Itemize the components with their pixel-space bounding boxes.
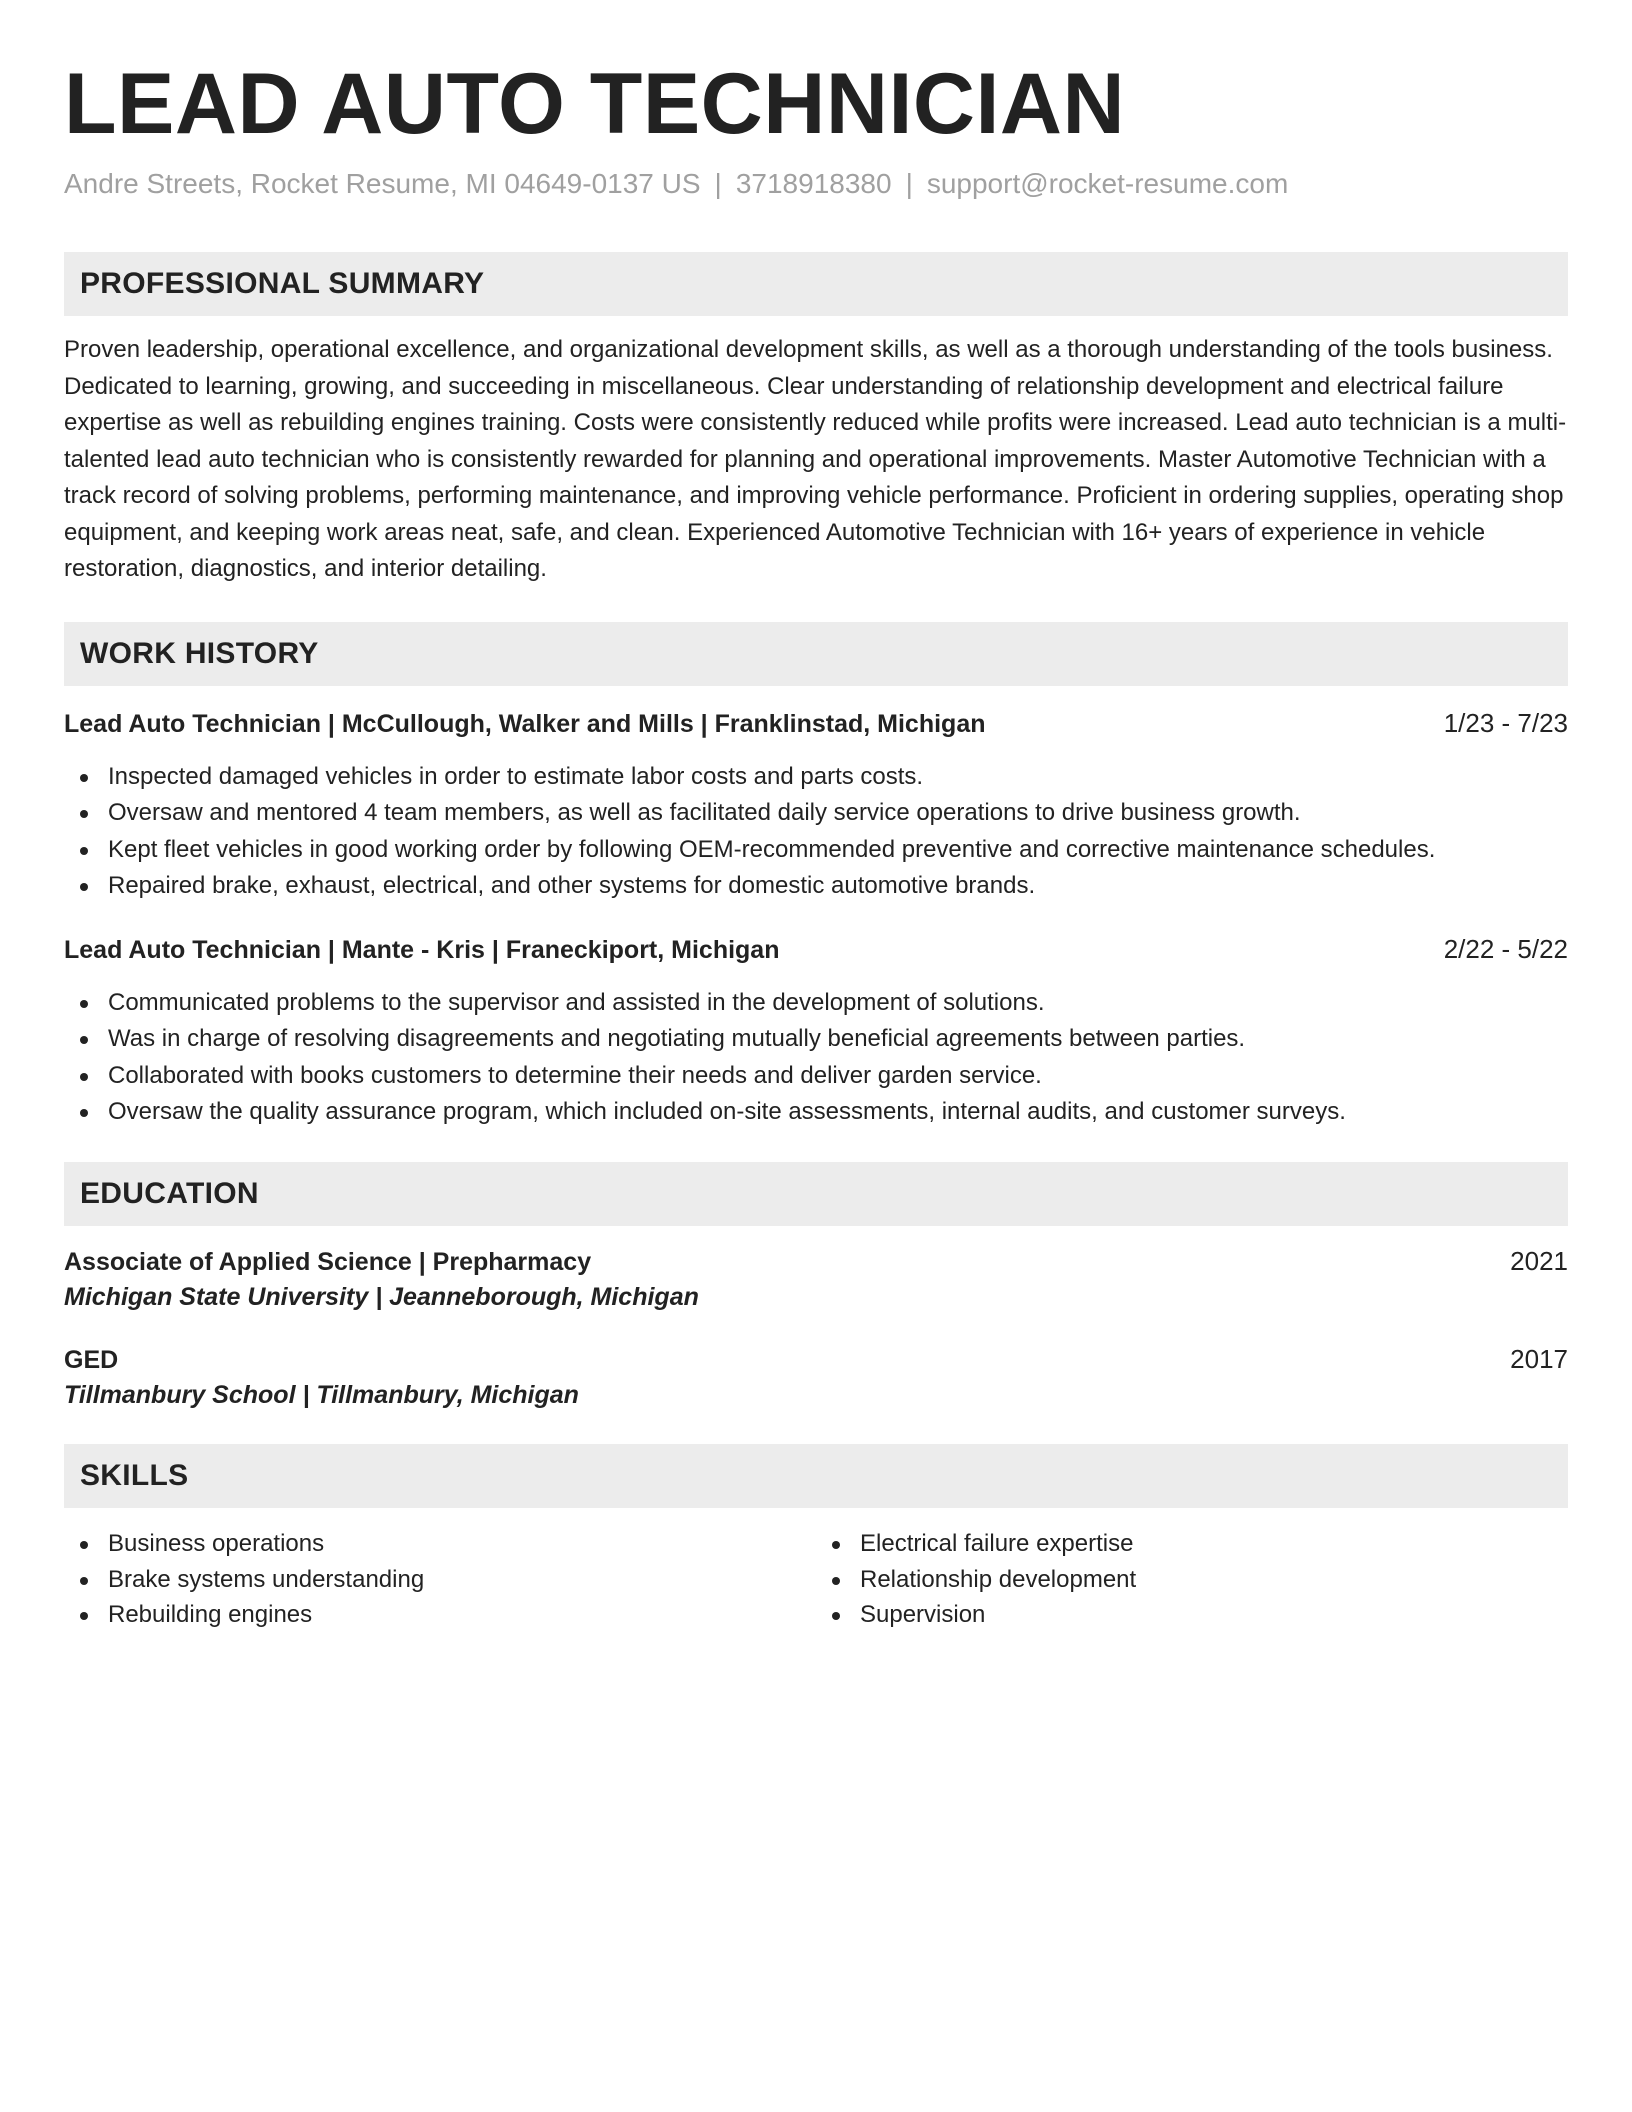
list-item: Repaired brake, exhaust, electrical, and other systems for domestic automotive brands. [64, 868, 1568, 904]
section-header-education [64, 1162, 1568, 1226]
skill-item: Rebuilding engines [64, 1597, 816, 1633]
contact-address: Andre Streets, Rocket Resume, MI 04649-0137 US [64, 167, 701, 199]
section-title: WORK HISTORY [80, 636, 319, 670]
job-header [64, 708, 1568, 739]
education-year: 2017 [1510, 1344, 1568, 1375]
skills-column-left [64, 1526, 816, 1633]
job-title: Lead Auto Technician | Mante - Kris | Franeckiport, Michigan [64, 936, 780, 965]
job-entry [64, 708, 1568, 904]
education-entry [64, 1344, 1568, 1410]
section-title: PROFESSIONAL SUMMARY [80, 267, 485, 301]
skill-item: Business operations [64, 1526, 816, 1562]
resume-title: LEAD AUTO TECHNICIAN [64, 56, 1126, 152]
education-year: 2021 [1510, 1246, 1568, 1277]
contact-separator: | [714, 167, 722, 199]
section-header-summary [64, 252, 1568, 316]
skills-column-right [816, 1526, 1568, 1633]
list-item: Communicated problems to the supervisor and assisted in the development of solutions. [64, 985, 1568, 1021]
education-header [64, 1246, 1568, 1277]
education-school: Tillmanbury School | Tillmanbury, Michigan [64, 1381, 579, 1410]
list-item: Oversaw the quality assurance program, which included on-site assessments, internal audits, and customer surveys. [64, 1094, 1568, 1130]
contact-separator: | [905, 167, 913, 199]
education-header [64, 1344, 1568, 1375]
skill-item: Relationship development [816, 1562, 1568, 1598]
education-degree: GED [64, 1346, 119, 1375]
education-entry [64, 1246, 1568, 1312]
job-header [64, 934, 1568, 965]
education-school: Michigan State University | Jeanneborough, Michigan [64, 1283, 699, 1312]
list-item: Oversaw and mentored 4 team members, as well as facilitated daily service operations to drive business growth. [64, 795, 1568, 831]
section-title: SKILLS [80, 1459, 189, 1493]
section-header-work-history [64, 622, 1568, 686]
contact-email: support@rocket-resume.com [926, 167, 1289, 199]
contact-line [64, 167, 1568, 201]
skills-list [64, 1526, 1568, 1633]
job-bullets [64, 985, 1568, 1130]
section-header-skills [64, 1444, 1568, 1508]
list-item: Was in charge of resolving disagreements and negotiating mutually beneficial agreements between parties. [64, 1021, 1568, 1057]
skill-item: Supervision [816, 1597, 1568, 1633]
skill-item: Electrical failure expertise [816, 1526, 1568, 1562]
job-entry [64, 934, 1568, 1130]
summary-paragraph: Proven leadership, operational excellence, and organizational development skills, as well as a thorough understanding of the tools business. Dedicated to learning, growing, and succeeding in miscellaneous. Clear understanding of relationship development and electrical failure expertise as well as rebuilding engines training. Costs were consistently reduced while profits were increased. Lead auto technician is a multi-talented lead auto technician who is consistently rewarded for planning and operational improvements. Master Automotive Technician with a track record of solving problems, performing maintenance, and improving vehicle performance. Proficient in ordering supplies, operating shop equipment, and keeping work areas neat, safe, and clean. Experienced Automotive Technician with 16+ years of experience in vehicle restoration, diagnostics, and interior detailing. [64, 336, 1567, 583]
job-title: Lead Auto Technician | McCullough, Walker and Mills | Franklinstad, Michigan [64, 709, 986, 738]
job-dates: 2/22 - 5/22 [1443, 934, 1568, 965]
contact-phone: 3718918380 [735, 167, 892, 199]
education-degree: Associate of Applied Science | Prepharmacy [64, 1248, 592, 1277]
section-title: EDUCATION [80, 1177, 259, 1211]
skill-item: Brake systems understanding [64, 1562, 816, 1598]
job-dates: 1/23 - 7/23 [1443, 707, 1568, 738]
list-item: Collaborated with books customers to determine their needs and deliver garden service. [64, 1058, 1568, 1094]
list-item: Inspected damaged vehicles in order to estimate labor costs and parts costs. [64, 759, 1568, 795]
list-item: Kept fleet vehicles in good working order by following OEM-recommended preventive and corrective maintenance schedules. [64, 832, 1568, 868]
job-bullets [64, 759, 1568, 904]
